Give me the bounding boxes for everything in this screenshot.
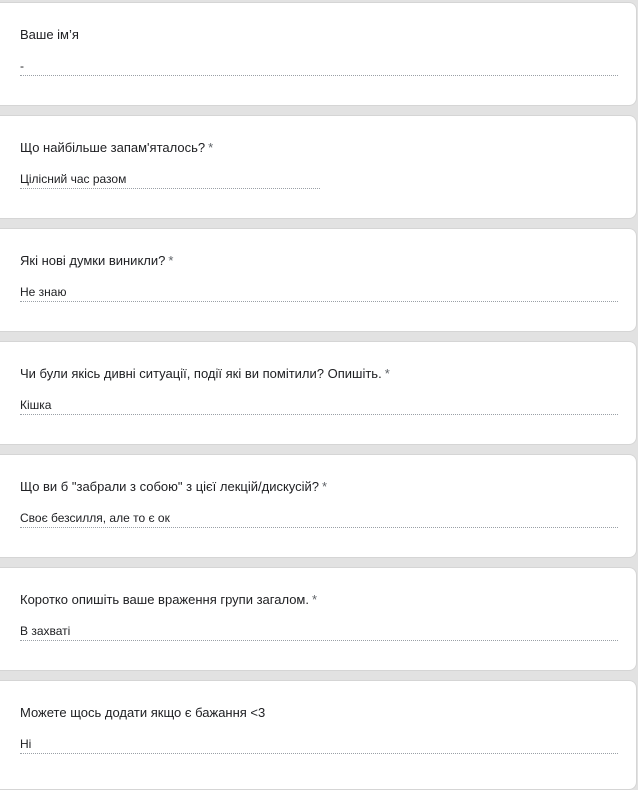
question-label bbox=[20, 365, 390, 383]
question-card-group-impression bbox=[0, 567, 637, 671]
question-label bbox=[20, 591, 317, 609]
answer-field[interactable]: Ні bbox=[20, 735, 618, 754]
question-card-strange-situations bbox=[0, 341, 637, 445]
answer-field[interactable]: Цілісний час разом bbox=[20, 170, 320, 189]
answer-field[interactable]: Своє безсилля, але то є ок bbox=[20, 509, 618, 528]
question-text: Можете щось додати якщо є бажання <3 bbox=[20, 705, 266, 720]
required-asterisk: * bbox=[384, 366, 390, 381]
question-label bbox=[20, 252, 173, 270]
answer-field[interactable]: - bbox=[20, 57, 618, 76]
question-text: Ваше ім’я bbox=[20, 27, 79, 42]
question-text: Коротко опишіть ваше враження групи загалом. bbox=[20, 592, 309, 607]
question-card-memorable bbox=[0, 115, 637, 219]
question-text: Що ви б "забрали з собою" з цієї лекцій/дискусій? bbox=[20, 479, 320, 494]
question-text: Чи були якісь дивні ситуації, події які ви помітили? Опишіть. bbox=[20, 366, 382, 381]
question-label bbox=[20, 704, 268, 722]
question-text: Які нові думки виникли? bbox=[20, 253, 166, 268]
answer-field[interactable]: Кішка bbox=[20, 396, 618, 415]
required-asterisk: * bbox=[208, 140, 214, 155]
question-card-name bbox=[0, 2, 637, 106]
question-label bbox=[20, 139, 213, 157]
question-card-additional bbox=[0, 680, 637, 790]
question-label bbox=[20, 478, 327, 496]
required-asterisk: * bbox=[322, 479, 328, 494]
question-label bbox=[20, 26, 82, 44]
question-card-take-away bbox=[0, 454, 637, 558]
required-asterisk: * bbox=[311, 592, 318, 607]
question-text: Що найбільше запам'яталось? bbox=[20, 140, 206, 155]
question-card-new-thoughts bbox=[0, 228, 637, 332]
answer-field[interactable]: В захваті bbox=[20, 622, 618, 641]
answer-field[interactable]: Не знаю bbox=[20, 283, 618, 302]
required-asterisk: * bbox=[168, 253, 174, 268]
